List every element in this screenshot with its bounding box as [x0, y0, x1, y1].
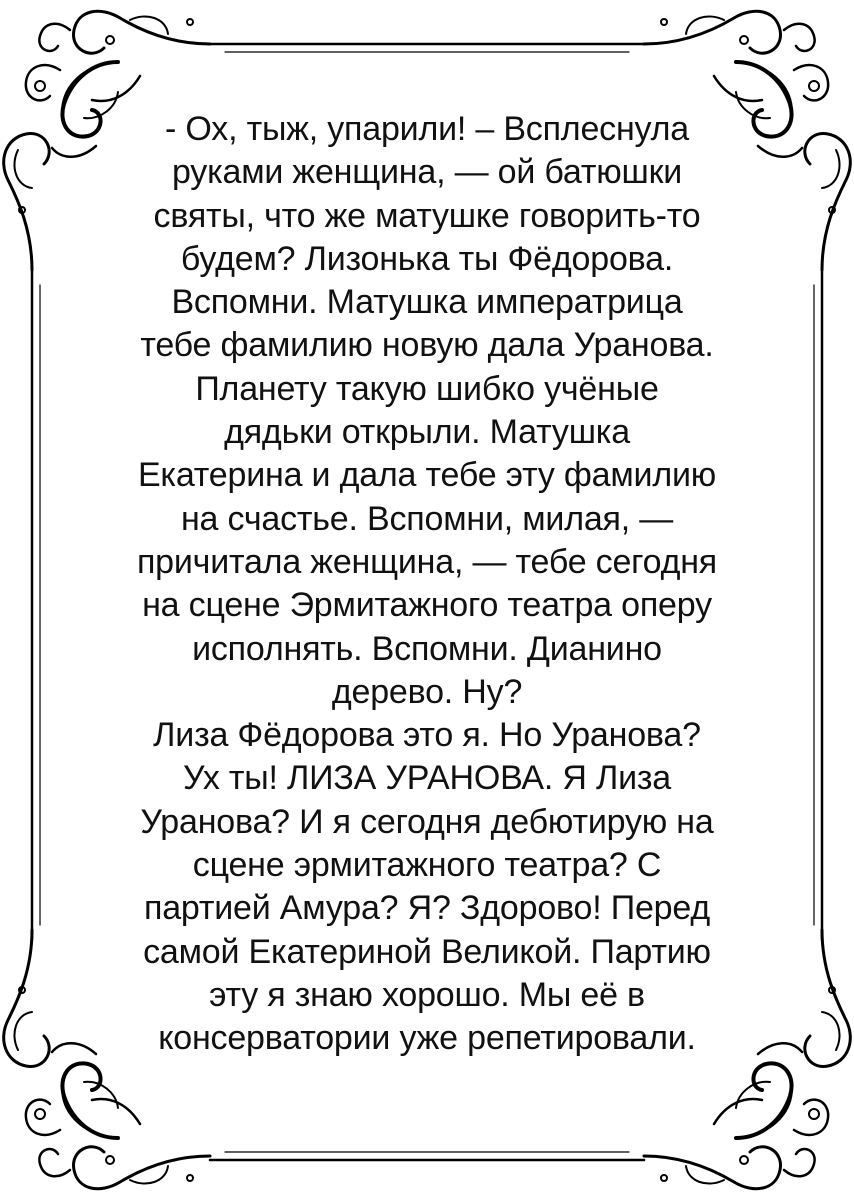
text-line: партией Амура? Я? Здорово! Перед: [144, 889, 710, 928]
text-line: Екатерина и дала тебе эту фамилию: [137, 456, 717, 495]
text-line: консерватории уже репетировали.: [158, 1019, 696, 1058]
text-line: Лиза Фёдорова это я. Но Уранова?: [153, 716, 701, 755]
text-line: святы, что же матушке говорить-то: [153, 196, 701, 235]
text-line: на сцене Эрмитажного театра оперу: [142, 586, 712, 625]
text-line: дядьки открыли. Матушка: [224, 413, 630, 452]
text-line: самой Екатериной Великой. Партию: [143, 932, 711, 971]
text-line: руками женщина, — ой батюшки: [171, 153, 683, 192]
text-line: причитала женщина, — тебе сегодня: [136, 542, 718, 581]
text-line: исполнять. Вспомни. Дианино: [192, 629, 662, 668]
text-line: Ух ты! ЛИЗА УРАНОВА. Я Лиза: [182, 759, 672, 798]
text-line: тебе фамилию новую дала Уранова.: [140, 326, 714, 365]
text-line: Уранова? И я сегодня дебютирую на: [140, 802, 714, 841]
story-paragraph: [90, 108, 764, 1061]
text-line: - Ох, тыж, упарили! – Всплеснула: [165, 110, 689, 148]
text-line: будем? Лизонька ты Фёдорова.: [180, 239, 674, 278]
text-line: на счастье. Вспомни, милая, —: [180, 499, 674, 538]
text-line: эту я знаю хорошо. Мы её в: [209, 975, 645, 1014]
text-line: сцене эрмитажного театра? С: [192, 846, 662, 885]
text-line: Вспомни. Матушка императрица: [171, 283, 683, 322]
text-line: Планету такую шибко учёные: [195, 369, 659, 408]
text-line: дерево. Ну?: [331, 672, 523, 711]
